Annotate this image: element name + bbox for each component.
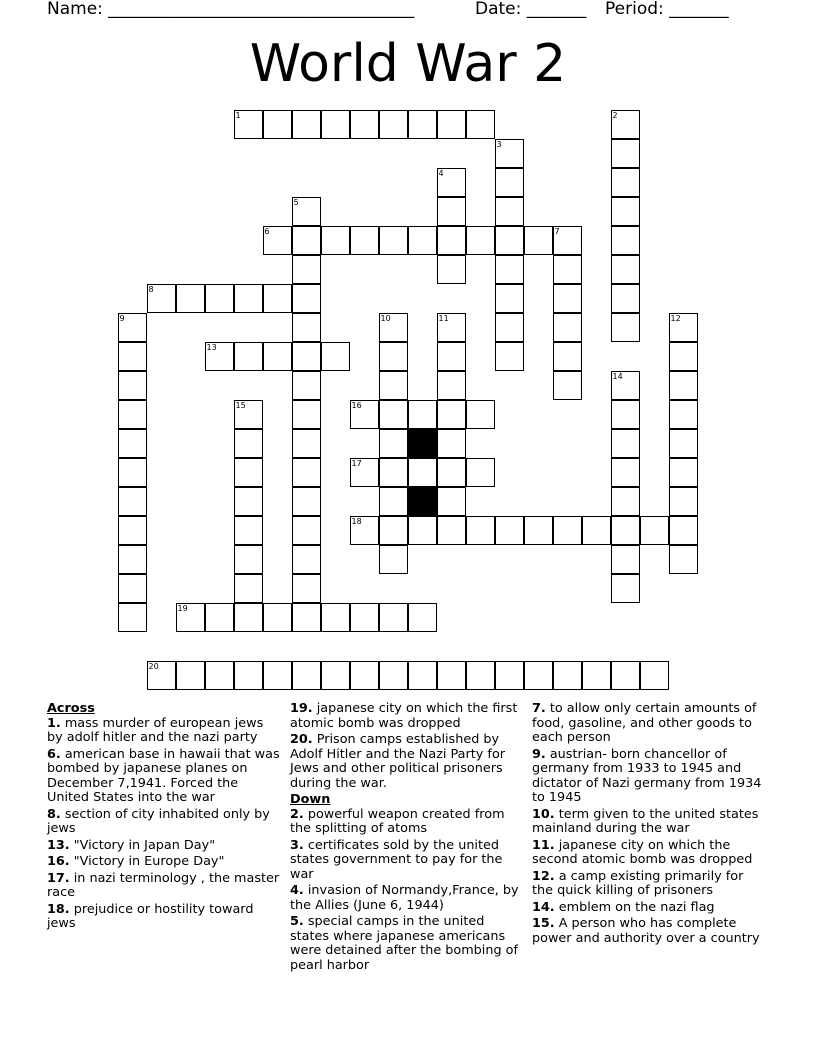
grid-cell[interactable] [292, 110, 321, 139]
grid-cell[interactable] [379, 603, 408, 632]
clue-item: 5. special camps in the united states where japanese americans were detained after the bombing of pearl harbor [290, 914, 518, 973]
grid-cell[interactable] [408, 226, 437, 255]
grid-cell[interactable] [611, 313, 640, 342]
grid-cell[interactable] [321, 110, 350, 139]
clue-number: 10 [380, 314, 391, 323]
clue-item: 8. section of city inhabited only by jews [47, 806, 270, 836]
grid-cell[interactable] [611, 139, 640, 168]
grid-cell[interactable] [321, 661, 350, 690]
grid-cell[interactable] [321, 226, 350, 255]
grid-cell[interactable] [379, 110, 408, 139]
grid-cell[interactable] [553, 516, 582, 545]
grid-cell[interactable] [234, 429, 263, 458]
clue-number: 19 [177, 604, 188, 613]
clue-item: 17. in nazi terminology , the master race [47, 870, 280, 900]
grid-cell[interactable] [611, 226, 640, 255]
clue-number-label: 10. [532, 806, 555, 822]
grid-cell[interactable] [553, 342, 582, 371]
grid-cell[interactable] [234, 284, 263, 313]
grid-cell[interactable] [553, 371, 582, 400]
grid-cell[interactable] [118, 574, 147, 603]
date-field-label[interactable]: Date: _______ [475, 0, 587, 19]
clue-item: 18. prejudice or hostility toward jews [47, 901, 254, 931]
grid-cell[interactable] [669, 429, 698, 458]
grid-cell[interactable] [582, 661, 611, 690]
grid-cell[interactable] [292, 255, 321, 284]
clue-number-label: 12. [532, 868, 555, 884]
clue-number-label: 13. [47, 837, 70, 853]
grid-cell[interactable] [176, 284, 205, 313]
grid-cell[interactable] [466, 661, 495, 690]
grid-cell[interactable] [437, 661, 466, 690]
grid-cell[interactable] [292, 516, 321, 545]
grid-cell[interactable] [466, 400, 495, 429]
clue-number: 3 [496, 140, 502, 149]
grid-cell[interactable] [379, 661, 408, 690]
grid-cell[interactable] [495, 342, 524, 371]
grid-cell[interactable] [234, 516, 263, 545]
grid-cell[interactable] [234, 487, 263, 516]
clue-number: 1 [235, 111, 241, 120]
grid-cell[interactable] [437, 255, 466, 284]
grid-cell[interactable] [379, 545, 408, 574]
grid-cell[interactable] [292, 400, 321, 429]
clue-item: 12. a camp existing primarily for the quick killing of prisoners [532, 868, 744, 898]
grid-cell[interactable] [611, 458, 640, 487]
grid-cell[interactable] [234, 458, 263, 487]
clue-number-label: 9. [532, 746, 546, 762]
clue-number-label: 7. [532, 701, 546, 716]
grid-cell[interactable] [466, 516, 495, 545]
puzzle-title: World War 2 [249, 34, 567, 94]
grid-cell[interactable] [379, 458, 408, 487]
grid-cell[interactable] [669, 400, 698, 429]
grid-cell[interactable] [408, 400, 437, 429]
grid-cell[interactable] [379, 516, 408, 545]
clue-number-label: 11. [532, 837, 555, 853]
grid-cell[interactable] [408, 458, 437, 487]
grid-cell[interactable] [263, 661, 292, 690]
grid-cell[interactable] [292, 661, 321, 690]
grid-cell[interactable] [379, 487, 408, 516]
grid-cell[interactable] [350, 110, 379, 139]
grid-cell[interactable] [292, 313, 321, 342]
grid-cell[interactable] [495, 255, 524, 284]
grid-cell[interactable] [350, 226, 379, 255]
grid-cell[interactable] [495, 226, 524, 255]
clue-column-2 [290, 702, 525, 975]
grid-cell[interactable] [379, 371, 408, 400]
grid-cell[interactable] [524, 516, 553, 545]
grid-cell[interactable] [292, 371, 321, 400]
clue-number: 7 [554, 227, 560, 236]
clue-item: 7. to allow only certain amounts of food, gasoline, and other goods to each person [532, 701, 757, 745]
across-heading: Across [47, 701, 95, 716]
grid-cell[interactable] [466, 458, 495, 487]
grid-cell[interactable] [321, 603, 350, 632]
grid-cell[interactable] [379, 342, 408, 371]
clue-item: 3. certificates sold by the united states government to pay for the war [290, 837, 503, 882]
clue-number-label: 1. [47, 715, 61, 731]
clue-number-label: 20. [290, 732, 313, 747]
clue-number: 2 [612, 111, 618, 120]
grid-cell[interactable] [408, 110, 437, 139]
grid-cell[interactable] [495, 313, 524, 342]
grid-cell[interactable] [292, 342, 321, 371]
grid-cell[interactable] [524, 226, 553, 255]
grid-cell[interactable] [379, 429, 408, 458]
grid-cell[interactable] [437, 516, 466, 545]
grid-cell[interactable] [118, 603, 147, 632]
grid-cell[interactable] [292, 574, 321, 603]
clue-number-label: 14. [532, 899, 555, 915]
grid-cell[interactable] [437, 458, 466, 487]
clue-number-label: 19. [290, 701, 313, 716]
grid-cell[interactable] [379, 400, 408, 429]
clue-item: 20. Prison camps established by Adolf Hitler and the Nazi Party for Jews and other political prisoners during the war. [290, 732, 506, 791]
grid-cell[interactable] [263, 603, 292, 632]
grid-cell[interactable] [118, 371, 147, 400]
grid-cell[interactable] [234, 574, 263, 603]
clue-item: 14. emblem on the nazi flag [532, 899, 715, 915]
grid-cell[interactable] [263, 110, 292, 139]
clue-number: 5 [293, 198, 299, 207]
clue-number-label: 15. [532, 916, 555, 931]
clue-item: 9. austrian- born chancellor of germany from 1933 to 1945 and dictator of Nazi germany from 1934 to 1945 [532, 746, 762, 805]
grid-cell[interactable] [611, 429, 640, 458]
grid-cell[interactable] [437, 197, 466, 226]
grid-cell[interactable] [234, 342, 263, 371]
grid-cell[interactable] [321, 342, 350, 371]
clue-number-label: 16. [47, 854, 70, 869]
grid-cell[interactable] [640, 516, 669, 545]
clue-number-label: 2. [290, 806, 304, 822]
grid-cell[interactable] [611, 168, 640, 197]
grid-cell[interactable] [408, 661, 437, 690]
grid-cell[interactable] [669, 342, 698, 371]
clue-number: 18 [351, 517, 362, 526]
clue-number: 17 [351, 459, 362, 468]
clue-item: 16. "Victory in Europe Day" [47, 854, 225, 869]
clue-number: 16 [351, 401, 362, 410]
clue-item: 4. invasion of Normandy,France, by the Allies (June 6, 1944) [290, 883, 519, 913]
grid-cell[interactable] [292, 545, 321, 574]
clue-number: 4 [438, 169, 444, 178]
grid-cell[interactable] [205, 661, 234, 690]
clue-number: 13 [206, 343, 217, 352]
grid-cell[interactable] [553, 284, 582, 313]
grid-cell[interactable] [669, 458, 698, 487]
grid-cell[interactable] [292, 603, 321, 632]
clue-number-label: 17. [47, 870, 70, 886]
grid-cell[interactable] [611, 400, 640, 429]
grid-cell[interactable] [495, 284, 524, 313]
grid-cell[interactable] [205, 603, 234, 632]
period-field-label[interactable]: Period: _______ [605, 0, 729, 19]
clue-number-label: 5. [290, 914, 304, 929]
grid-cell[interactable] [263, 284, 292, 313]
down-heading: Down [290, 792, 331, 807]
grid-cell[interactable] [118, 487, 147, 516]
grid-cell[interactable] [234, 603, 263, 632]
grid-cell[interactable] [553, 313, 582, 342]
clue-number-label: 6. [47, 746, 61, 762]
grid-cell[interactable] [292, 429, 321, 458]
clue-item: 15. A person who has complete power and authority over a country [532, 916, 760, 946]
grid-cell[interactable] [437, 400, 466, 429]
clue-item: 19. japanese city on which the first atomic bomb was dropped [290, 701, 518, 731]
grid-cell[interactable] [292, 458, 321, 487]
grid-cell[interactable] [611, 197, 640, 226]
grid-cell[interactable] [437, 487, 466, 516]
grid-cell[interactable] [495, 661, 524, 690]
black-square [408, 429, 437, 458]
grid-cell[interactable] [118, 400, 147, 429]
clue-column-3 [532, 702, 767, 948]
clue-column-1 [47, 702, 282, 934]
clue-number: 20 [148, 662, 159, 671]
grid-cell[interactable] [669, 545, 698, 574]
grid-cell[interactable] [437, 371, 466, 400]
grid-cell[interactable] [611, 661, 640, 690]
clue-number: 9 [119, 314, 125, 323]
grid-cell[interactable] [205, 284, 234, 313]
grid-cell[interactable] [611, 516, 640, 545]
grid-cell[interactable] [611, 284, 640, 313]
grid-cell[interactable] [437, 226, 466, 255]
clue-number-label: 8. [47, 806, 61, 822]
black-square [408, 487, 437, 516]
grid-cell[interactable] [611, 574, 640, 603]
clue-number-label: 18. [47, 901, 70, 917]
clue-number: 11 [438, 314, 449, 323]
grid-cell[interactable] [176, 661, 205, 690]
clue-item: 10. term given to the united states mainland during the war [532, 806, 759, 836]
clue-item: 11. japanese city on which the second atomic bomb was dropped [532, 837, 753, 867]
grid-cell[interactable] [350, 603, 379, 632]
grid-cell[interactable] [292, 487, 321, 516]
clue-number: 12 [670, 314, 681, 323]
grid-cell[interactable] [379, 226, 408, 255]
grid-cell[interactable] [408, 603, 437, 632]
grid-cell[interactable] [495, 516, 524, 545]
clue-number: 8 [148, 285, 154, 294]
grid-cell[interactable] [408, 516, 437, 545]
grid-cell[interactable] [495, 197, 524, 226]
grid-cell[interactable] [611, 545, 640, 574]
grid-cell[interactable] [669, 516, 698, 545]
grid-cell[interactable] [437, 429, 466, 458]
grid-cell[interactable] [118, 342, 147, 371]
clue-number: 6 [264, 227, 270, 236]
grid-cell[interactable] [234, 661, 263, 690]
grid-cell[interactable] [669, 371, 698, 400]
grid-cell[interactable] [437, 342, 466, 371]
grid-cell[interactable] [553, 255, 582, 284]
grid-cell[interactable] [611, 255, 640, 284]
grid-cell[interactable] [611, 487, 640, 516]
clue-number: 14 [612, 372, 623, 381]
clue-item: 1. mass murder of european jews by adolf hitler and the nazi party [47, 715, 264, 745]
name-field-label[interactable]: Name: ____________________________________ [47, 0, 415, 19]
grid-cell[interactable] [292, 284, 321, 313]
grid-cell[interactable] [263, 342, 292, 371]
clue-item: 2. powerful weapon created from the splitting of atoms [290, 806, 505, 836]
clue-number-label: 3. [290, 837, 304, 853]
grid-cell[interactable] [234, 545, 263, 574]
grid-cell[interactable] [466, 110, 495, 139]
grid-cell[interactable] [437, 110, 466, 139]
grid-cell[interactable] [495, 168, 524, 197]
clue-item: 6. american base in hawaii that was bombed by japanese planes on December 7,1941. Forced the United States into the war [47, 746, 280, 805]
grid-cell[interactable] [524, 661, 553, 690]
grid-cell[interactable] [582, 516, 611, 545]
grid-cell[interactable] [118, 458, 147, 487]
grid-cell[interactable] [292, 226, 321, 255]
clue-number: 15 [235, 401, 246, 410]
grid-cell[interactable] [118, 545, 147, 574]
grid-cell[interactable] [669, 487, 698, 516]
grid-cell[interactable] [466, 226, 495, 255]
clue-item: 13. "Victory in Japan Day" [47, 837, 216, 853]
grid-cell[interactable] [118, 429, 147, 458]
grid-cell[interactable] [553, 661, 582, 690]
grid-cell[interactable] [640, 661, 669, 690]
grid-cell[interactable] [350, 661, 379, 690]
grid-cell[interactable] [118, 516, 147, 545]
clue-number-label: 4. [290, 883, 304, 898]
